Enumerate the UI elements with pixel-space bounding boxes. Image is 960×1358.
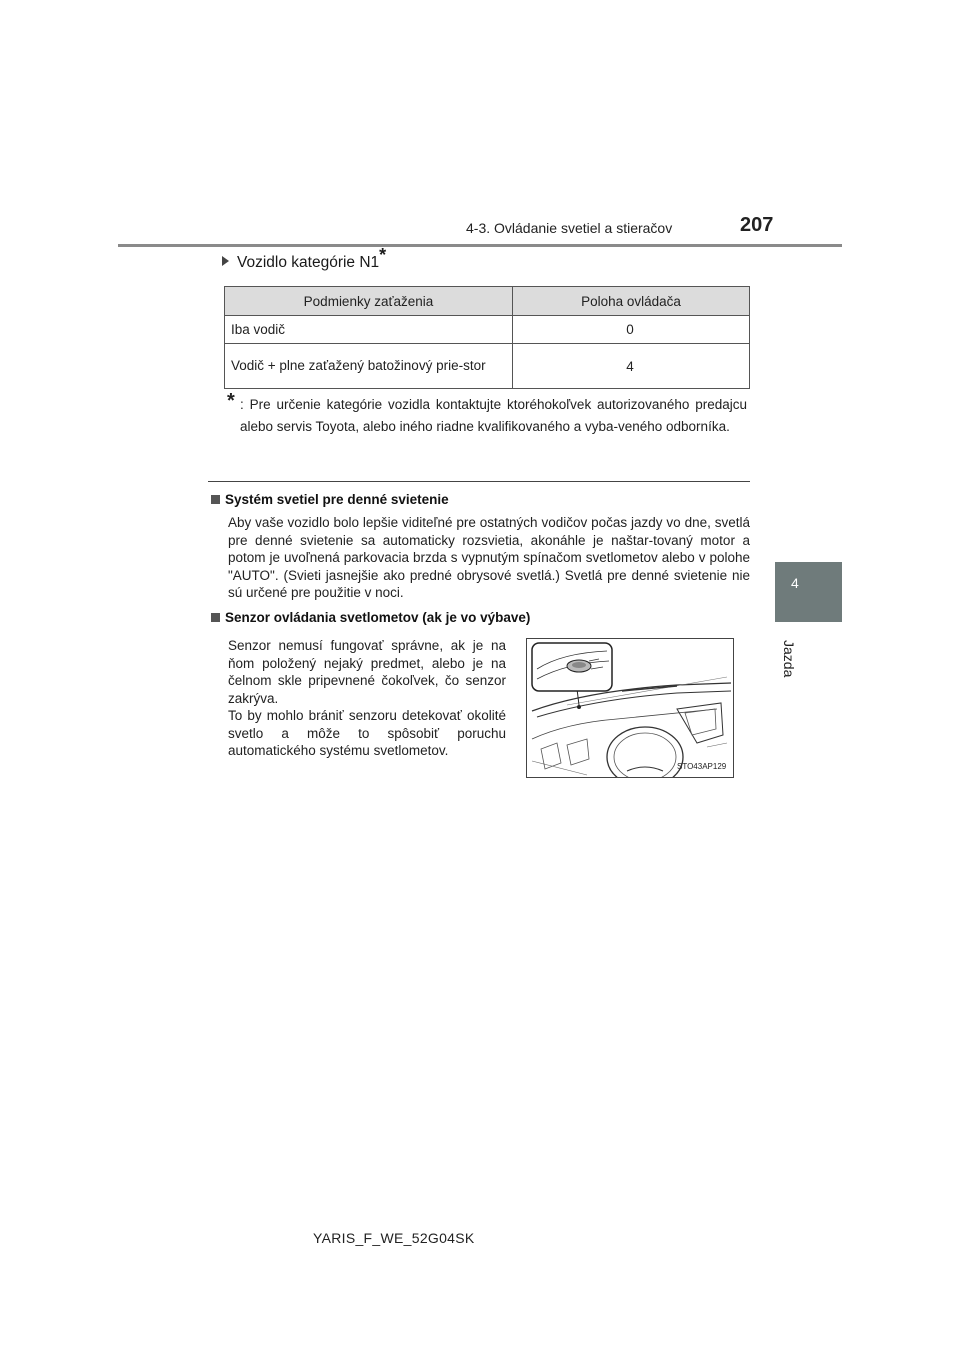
table-cell-condition: Iba vodič (225, 316, 513, 344)
subsection-title: Vozidlo kategórie N1 (237, 254, 380, 271)
table-cell-condition: Vodič + plne zaťažený batožinový prie-stor (225, 344, 513, 389)
subsection-heading (222, 245, 387, 272)
section-body-daylight: Aby vaše vozidlo bolo lepšie viditeľné pre ostatných vodičov počas jazdy vo dne, svetlá pre denné svietenie sa automaticky rozsvietia, akonáhle je naštar-tovaný motor a potom je uvoľnená parkovacia brzda s vypnutým spínačom svetlometov alebo v polohe "AUTO". (Svieti jasnejšie ako predné obrysové svetlá.) Svetlá pre denné svietenie nie sú určené pre použitie v noci. (228, 515, 750, 600)
sensor-paragraph: Senzor nemusí fungovať správne, ak je na ňom položený nejaký predmet, alebo je na čelnom skle pripevnené čokoľvek, čo senzor zakrýva. (228, 638, 506, 706)
page-number: 207 (740, 214, 774, 236)
load-position-table (224, 286, 750, 389)
arrow-right-icon (222, 256, 229, 266)
section-title: Senzor ovládania svetlometov (ak je vo výbave) (225, 610, 531, 625)
dashboard-drawing (527, 639, 733, 777)
table-cell-position: 4 (513, 344, 750, 389)
header-section-title: 4-3. Ovládanie svetiel a stieračov (466, 220, 673, 236)
table-header-condition: Podmienky zaťaženia (225, 287, 513, 316)
chapter-label: Jazda (781, 640, 797, 678)
square-bullet-icon (211, 613, 220, 622)
square-bullet-icon (211, 495, 220, 504)
footnote (227, 390, 747, 438)
section-heading-sensor (211, 610, 530, 625)
illustration-code: STO43AP129 (677, 762, 727, 771)
table-row (225, 344, 750, 389)
table-cell-position: 0 (513, 316, 750, 344)
section-heading-daylight (211, 492, 449, 507)
asterisk-marker: * (379, 245, 387, 265)
document-code: YARIS_F_WE_52G04SK (313, 1230, 475, 1246)
section-body-sensor (228, 637, 506, 760)
header-divider (118, 244, 842, 247)
sensor-illustration (526, 638, 734, 778)
table-header-position: Poloha ovládača (513, 287, 750, 316)
footnote-asterisk: * (227, 390, 235, 412)
chapter-number: 4 (791, 575, 799, 591)
footnote-text: : Pre určenie kategórie vozidla kontaktujte ktoréhokoľvek autorizovaného predajcu alebo servis Toyota, alebo iného riadne kvalifikovaného a vyba-veného odborníka. (240, 397, 747, 434)
chapter-tab (775, 562, 842, 622)
section-title: Systém svetiel pre denné svietenie (225, 492, 449, 507)
section-divider (208, 481, 750, 482)
sensor-paragraph: To by mohlo brániť senzoru detekovať okolité svetlo a môže to spôsobiť poruchu automatického systému svetlometov. (228, 708, 506, 758)
table-row (225, 316, 750, 344)
table-header-row (225, 287, 750, 316)
